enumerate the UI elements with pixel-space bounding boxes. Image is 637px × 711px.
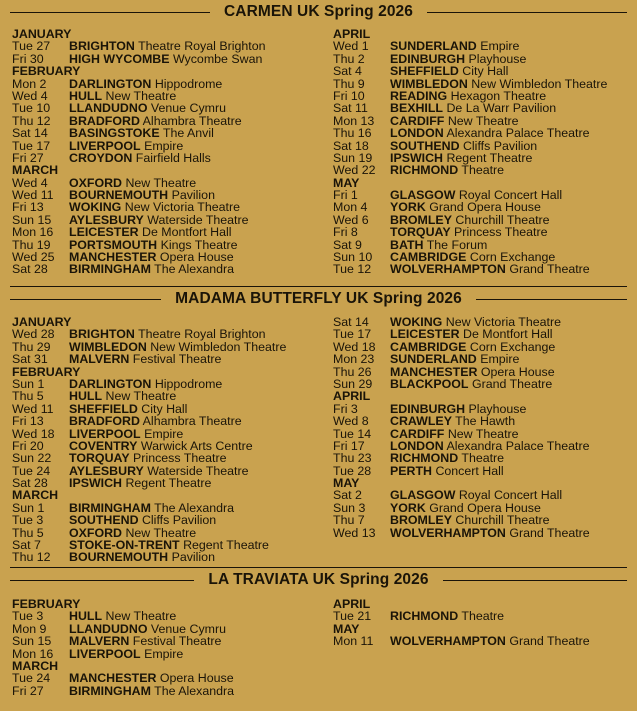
city-name: BRADFORD	[69, 113, 140, 128]
month-heading: MAY	[333, 175, 360, 190]
city-name: AYLESBURY	[69, 212, 144, 227]
performance-date: Fri 10	[333, 88, 365, 103]
venue-name: New Theatre	[105, 88, 177, 103]
city-name: WIMBLEDON	[390, 76, 468, 91]
divider	[10, 567, 627, 568]
venue-name: Theatre	[461, 451, 505, 466]
performance-date: Thu 16	[333, 126, 372, 141]
venue-name: Wycombe Swan	[172, 51, 263, 66]
performance-date: Wed 11	[12, 188, 54, 203]
city-name: BOURNEMOUTH	[69, 550, 169, 565]
venue-name: Alexandra Palace Theatre	[446, 126, 590, 141]
performance-date: Fri 27	[12, 150, 44, 165]
performance-date: Mon 4	[333, 200, 368, 215]
performance-date: Thu 12	[12, 550, 51, 565]
performance-date: Wed 22	[333, 163, 376, 178]
city-name: OXFORD	[69, 175, 123, 190]
performance-date: Fri 17	[333, 438, 365, 453]
city-name: LONDON	[390, 438, 444, 453]
month-heading: FEBRUARY	[12, 64, 81, 79]
venue-name: Venue Cymru	[150, 621, 226, 636]
venue-name: Theatre Royal Brighton	[138, 327, 266, 342]
city-name: WOKING	[390, 315, 443, 329]
city-name: COVENTRY	[69, 438, 138, 453]
performance-date: Fri 1	[333, 188, 358, 203]
section-title: LA TRAVIATA UK Spring 2026	[208, 571, 429, 588]
venue-name: Theatre	[461, 163, 505, 178]
section-title: CARMEN UK Spring 2026	[224, 3, 413, 20]
performance-date: Thu 5	[12, 389, 44, 404]
city-name: BIRMINGHAM	[69, 500, 151, 515]
venue-name: Playhouse	[468, 51, 527, 66]
performance-date: Sun 19	[333, 150, 373, 165]
performance-date: Sat 31	[12, 352, 48, 367]
city-name: CRAWLEY	[390, 414, 452, 429]
performance-date: Wed 1	[333, 39, 369, 54]
venue-name: Empire	[480, 352, 520, 367]
venue-info	[69, 53, 262, 65]
venue-name: Empire	[144, 646, 184, 661]
city-name: STOKE-ON-TRENT	[69, 538, 180, 553]
city-name: BROMLEY	[390, 513, 452, 528]
venue-name: New Wimbledon Theatre	[471, 76, 608, 91]
city-name: SOUTHEND	[69, 513, 139, 528]
month-heading: MARCH	[12, 658, 59, 673]
city-name: RICHMOND	[390, 451, 459, 466]
city-name: WOLVERHAMPTON	[390, 525, 506, 540]
tour-date-row	[12, 263, 322, 275]
venue-name: Festival Theatre	[132, 634, 222, 649]
venue-name: Grand Opera House	[429, 200, 541, 215]
venue-name: The Forum	[426, 237, 488, 252]
performance-date: Sun 15	[12, 634, 52, 649]
city-name: OXFORD	[69, 525, 123, 540]
venue-info	[390, 164, 504, 176]
tour-date-row	[12, 685, 322, 697]
performance-date: Wed 18	[333, 339, 376, 354]
venue-name: Alhambra Theatre	[142, 113, 242, 128]
venue-name: Hexagon Theatre	[450, 88, 547, 103]
city-name: TORQUAY	[69, 451, 130, 466]
performance-date: Sun 1	[12, 376, 45, 391]
performance-date: Sun 10	[333, 250, 373, 265]
performance-date: Wed 4	[12, 88, 48, 103]
venue-info	[390, 635, 590, 647]
performance-date: Thu 26	[333, 364, 372, 379]
venue-name: Warwick Arts Centre	[140, 438, 253, 453]
city-name: LIVERPOOL	[69, 426, 141, 441]
city-name: LEICESTER	[390, 327, 460, 342]
venue-name: Grand Theatre	[509, 525, 590, 540]
city-name: HULL	[69, 609, 103, 624]
performance-date: Sat 28	[12, 262, 48, 277]
traviata-right-column	[333, 598, 633, 648]
city-name: LONDON	[390, 126, 444, 141]
performance-date: Tue 21	[333, 609, 372, 624]
performance-date: Tue 28	[333, 463, 372, 478]
performance-date: Tue 27	[12, 39, 51, 54]
city-name: HULL	[69, 88, 103, 103]
tour-date-row	[333, 164, 633, 176]
tour-date-row	[333, 635, 633, 647]
venue-name: Alhambra Theatre	[142, 414, 242, 429]
city-name: SUNDERLAND	[390, 352, 477, 367]
city-name: LLANDUDNO	[69, 101, 148, 116]
city-name: SHEFFIELD	[69, 401, 138, 416]
venue-name: Regent Theatre	[183, 538, 269, 553]
carmen-left-column	[12, 28, 322, 276]
venue-name: Opera House	[159, 671, 234, 686]
city-name: PORTSMOUTH	[69, 237, 158, 252]
performance-date: Tue 10	[12, 101, 51, 116]
month-heading: FEBRUARY	[12, 597, 81, 611]
venue-name: De La Warr Pavilion	[446, 101, 557, 116]
performance-date: Sat 11	[333, 101, 368, 116]
venue-name: Empire	[480, 39, 520, 54]
city-name: CARDIFF	[390, 113, 445, 128]
performance-date: Fri 27	[12, 683, 44, 698]
venue-name: Hippodrome	[154, 76, 223, 91]
performance-date: Thu 29	[12, 339, 51, 354]
venue-info	[69, 551, 215, 563]
city-name: CARDIFF	[390, 426, 445, 441]
city-name: LLANDUDNO	[69, 621, 148, 636]
venue-name: Venue Cymru	[150, 101, 226, 116]
venue-info	[390, 263, 590, 275]
venue-name: New Victoria Theatre	[445, 315, 562, 329]
tour-date-row	[333, 465, 633, 477]
performance-date: Fri 3	[333, 401, 358, 416]
performance-date: Tue 17	[12, 138, 51, 153]
city-name: RICHMOND	[390, 609, 459, 624]
city-name: BRIGHTON	[69, 39, 135, 54]
city-name: IPSWICH	[390, 150, 444, 165]
performance-date: Wed 13	[333, 525, 376, 540]
performance-date: Fri 30	[12, 51, 44, 66]
city-name: MALVERN	[69, 634, 130, 649]
performance-date: Wed 6	[333, 212, 369, 227]
city-name: BROMLEY	[390, 212, 452, 227]
city-name: CAMBRIDGE	[390, 250, 467, 265]
venue-name: Opera House	[159, 250, 234, 265]
performance-date: Thu 12	[12, 113, 51, 128]
performance-date: Sun 29	[333, 376, 373, 391]
performance-date: Sat 14	[12, 126, 48, 141]
city-name: TORQUAY	[390, 225, 451, 240]
venue-name: New Theatre	[447, 426, 519, 441]
month-heading: MAY	[333, 476, 360, 491]
venue-info	[69, 152, 211, 164]
performance-date: Thu 23	[333, 451, 372, 466]
city-name: BEXHILL	[390, 101, 444, 116]
venue-name: Grand Theatre	[509, 634, 590, 649]
venue-name: Empire	[144, 426, 184, 441]
city-name: EDINBURGH	[390, 51, 466, 66]
divider	[10, 12, 210, 13]
venue-name: Fairfield Halls	[135, 150, 211, 165]
performance-date: Mon 9	[12, 621, 47, 636]
divider	[427, 12, 627, 13]
city-name: BLACKPOOL	[390, 376, 469, 391]
city-name: MANCHESTER	[69, 671, 157, 686]
venue-info	[69, 353, 221, 365]
venue-info	[69, 263, 234, 275]
venue-name: The Hawth	[455, 414, 516, 429]
venue-name: City Hall	[462, 64, 509, 79]
city-name: HULL	[69, 389, 103, 404]
divider	[10, 286, 627, 287]
city-name: MALVERN	[69, 352, 130, 367]
venue-name: The Alexandra	[154, 500, 235, 515]
tour-date-row	[12, 648, 322, 660]
performance-date: Wed 28	[12, 327, 55, 342]
section-header-madama-butterfly	[0, 289, 637, 309]
venue-name: Churchill Theatre	[455, 513, 550, 528]
city-name: LIVERPOOL	[69, 646, 141, 661]
month-heading: MARCH	[12, 163, 59, 178]
venue-name: Corn Exchange	[469, 250, 556, 265]
performance-date: Mon 16	[12, 646, 54, 661]
venue-info	[69, 685, 234, 697]
venue-name: Cliffs Pavilion	[141, 513, 217, 528]
venue-info	[390, 378, 552, 390]
venue-name: Empire	[144, 138, 184, 153]
performance-date: Tue 24	[12, 671, 51, 686]
month-heading: MAY	[333, 621, 360, 636]
performance-date: Wed 4	[12, 175, 48, 190]
city-name: CAMBRIDGE	[390, 339, 467, 354]
performance-date: Mon 13	[333, 113, 375, 128]
venue-name: New Theatre	[447, 113, 519, 128]
performance-date: Fri 20	[12, 438, 44, 453]
performance-date: Tue 12	[333, 262, 372, 277]
tour-date-row	[333, 610, 633, 622]
venue-name: Grand Theatre	[509, 262, 590, 277]
performance-date: Sun 22	[12, 451, 52, 466]
city-name: RICHMOND	[390, 163, 459, 178]
month-heading: JANUARY	[12, 27, 72, 41]
city-name: WIMBLEDON	[69, 339, 147, 354]
city-name: SOUTHEND	[390, 138, 460, 153]
venue-name: Alexandra Palace Theatre	[446, 438, 590, 453]
performance-date: Wed 11	[12, 401, 54, 416]
venue-name: New Theatre	[105, 389, 177, 404]
performance-date: Fri 13	[12, 414, 44, 429]
tour-date-row	[12, 152, 322, 164]
city-name: BASINGSTOKE	[69, 126, 160, 141]
tour-date-row	[333, 527, 633, 539]
venue-name: Theatre	[461, 609, 505, 624]
performance-date: Wed 25	[12, 250, 55, 265]
performance-date: Tue 24	[12, 463, 51, 478]
performance-date: Thu 9	[333, 76, 365, 91]
month-heading: APRIL	[333, 27, 371, 41]
city-name: WOLVERHAMPTON	[390, 634, 506, 649]
venue-name: De Montfort Hall	[142, 225, 232, 240]
venue-name: The Anvil	[162, 126, 214, 141]
venue-name: New Theatre	[105, 609, 177, 624]
city-name: BIRMINGHAM	[69, 683, 151, 698]
city-name: SHEFFIELD	[390, 64, 459, 79]
city-name: WOKING	[69, 200, 122, 215]
month-heading: APRIL	[333, 597, 371, 611]
tour-date-row	[333, 378, 633, 390]
city-name: BATH	[390, 237, 424, 252]
performance-date: Fri 8	[333, 225, 358, 240]
performance-date: Mon 2	[12, 76, 47, 91]
performance-date: Fri 13	[12, 200, 44, 215]
traviata-left-column	[12, 598, 322, 697]
section-header-carmen	[0, 2, 637, 22]
tour-date-row	[12, 551, 322, 563]
city-name: PERTH	[390, 463, 432, 478]
venue-name: Regent Theatre	[125, 476, 212, 491]
city-name: WOLVERHAMPTON	[390, 262, 506, 277]
venue-name: Waterside Theatre	[147, 463, 249, 478]
city-name: HIGH WYCOMBE	[69, 51, 170, 66]
venue-name: New Theatre	[125, 175, 197, 190]
divider	[476, 299, 627, 300]
venue-name: New Theatre	[125, 525, 197, 540]
performance-date: Thu 5	[12, 525, 44, 540]
carmen-right-column	[333, 28, 633, 276]
city-name: GLASGOW	[390, 488, 456, 503]
venue-name: Pavilion	[171, 188, 215, 203]
venue-name: Princess Theatre	[454, 225, 548, 240]
venue-name: The Alexandra	[154, 262, 235, 277]
venue-name: Cliffs Pavilion	[462, 138, 538, 153]
venue-name: Royal Concert Hall	[458, 488, 563, 503]
performance-date: Sat 9	[333, 237, 362, 252]
venue-name: City Hall	[141, 401, 188, 416]
tour-date-row	[12, 353, 322, 365]
performance-date: Tue 14	[333, 426, 372, 441]
venue-name: New Victoria Theatre	[124, 200, 241, 215]
month-heading: APRIL	[333, 389, 371, 404]
venue-name: Theatre Royal Brighton	[138, 39, 266, 54]
venue-name: Royal Concert Hall	[458, 188, 563, 203]
month-heading: FEBRUARY	[12, 364, 81, 379]
city-name: MANCHESTER	[69, 250, 157, 265]
performance-date: Tue 3	[12, 609, 44, 624]
city-name: BOURNEMOUTH	[69, 188, 169, 203]
city-name: MANCHESTER	[390, 364, 478, 379]
performance-date: Tue 3	[12, 513, 44, 528]
venue-name: De Montfort Hall	[463, 327, 553, 342]
city-name: CROYDON	[69, 150, 133, 165]
venue-name: Festival Theatre	[132, 352, 222, 367]
venue-info	[69, 477, 211, 489]
venue-name: Opera House	[480, 364, 555, 379]
performance-date: Thu 7	[333, 513, 365, 528]
city-name: EDINBURGH	[390, 401, 466, 416]
venue-info	[69, 648, 183, 660]
performance-date: Sat 2	[333, 488, 362, 503]
performance-date: Sun 15	[12, 212, 52, 227]
performance-date: Tue 17	[333, 327, 372, 342]
venue-info	[390, 527, 590, 539]
venue-name: Kings Theatre	[160, 237, 238, 252]
performance-date: Sat 14	[333, 315, 369, 329]
city-name: YORK	[390, 200, 426, 215]
city-name: LIVERPOOL	[69, 138, 141, 153]
performance-date: Wed 18	[12, 426, 55, 441]
month-heading: MARCH	[12, 488, 59, 503]
butterfly-left-column	[12, 316, 322, 564]
city-name: BRIGHTON	[69, 327, 135, 342]
venue-name: Concert Hall	[435, 463, 504, 478]
venue-name: Hippodrome	[154, 376, 223, 391]
performance-date: Sat 28	[12, 476, 48, 491]
performance-date: Mon 11	[333, 634, 374, 649]
performance-date: Wed 8	[333, 414, 369, 429]
city-name: READING	[390, 88, 448, 103]
performance-date: Mon 16	[12, 225, 54, 240]
tour-date-row	[12, 477, 322, 489]
venue-name: Princess Theatre	[133, 451, 227, 466]
venue-name: Grand Opera House	[429, 500, 541, 515]
city-name: BIRMINGHAM	[69, 262, 151, 277]
butterfly-right-column	[333, 316, 633, 539]
city-name: IPSWICH	[69, 476, 123, 491]
divider	[10, 580, 194, 581]
venue-info	[390, 610, 504, 622]
venue-name: Waterside Theatre	[147, 212, 249, 227]
city-name: YORK	[390, 500, 426, 515]
divider	[10, 299, 161, 300]
venue-name: Corn Exchange	[469, 339, 556, 354]
performance-date: Sat 4	[333, 64, 362, 79]
venue-name: New Wimbledon Theatre	[150, 339, 287, 354]
city-name: DARLINGTON	[69, 376, 152, 391]
venue-name: The Alexandra	[154, 683, 235, 698]
performance-date: Sun 1	[12, 500, 45, 515]
venue-name: Grand Theatre	[471, 376, 553, 391]
venue-info	[390, 465, 504, 477]
performance-date: Sat 18	[333, 138, 369, 153]
performance-date: Thu 19	[12, 237, 51, 252]
section-title: MADAMA BUTTERFLY UK Spring 2026	[175, 290, 462, 307]
performance-date: Mon 23	[333, 352, 375, 367]
city-name: LEICESTER	[69, 225, 139, 240]
city-name: SUNDERLAND	[390, 39, 477, 54]
city-name: AYLESBURY	[69, 463, 144, 478]
venue-name: Playhouse	[468, 401, 527, 416]
city-name: GLASGOW	[390, 188, 456, 203]
divider	[443, 580, 627, 581]
venue-name: Regent Theatre	[446, 150, 533, 165]
performance-date: Sat 7	[12, 538, 41, 553]
performance-date: Thu 2	[333, 51, 365, 66]
venue-name: Pavilion	[171, 550, 215, 565]
city-name: BRADFORD	[69, 414, 140, 429]
month-heading: JANUARY	[12, 315, 72, 329]
tour-date-row	[333, 263, 633, 275]
city-name: DARLINGTON	[69, 76, 152, 91]
section-header-la-traviata	[0, 570, 637, 590]
performance-date: Sun 3	[333, 500, 366, 515]
venue-name: Churchill Theatre	[455, 212, 550, 227]
